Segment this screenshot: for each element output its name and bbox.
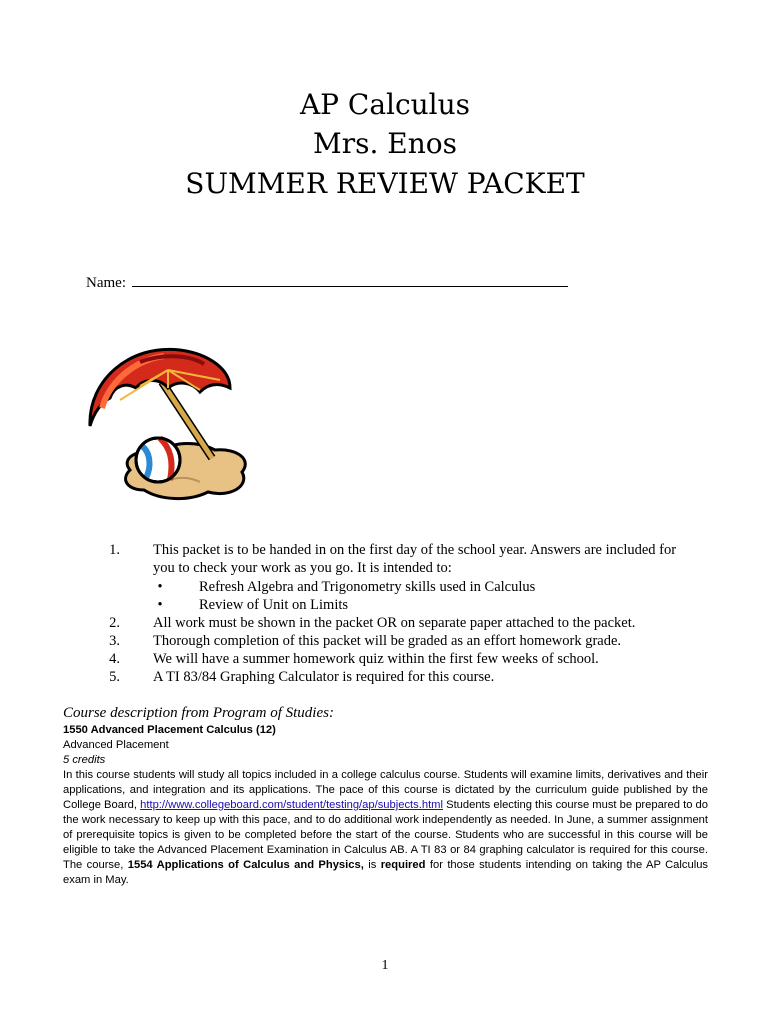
heading-text: Course description from Program of Studies [63, 705, 329, 721]
body-text: Students electing this course must be prepared to do the work necessary to keep up with this pace, and to do additional work independently as needed. In June, a summer assignment of prerequisite topics is given to be completed before the start of the course. Students who are successful in this course will be eligible to take the Advanced Placement Examination in Calculus AB. A TI 83 or 84 graphing calculator is required for this course. The course, [63, 799, 708, 871]
item-number: 5. [109, 669, 120, 685]
beach-umbrella-clipart [80, 330, 260, 510]
course-description [63, 704, 708, 888]
course-title: 1550 Advanced Placement Calculus (12) [63, 724, 276, 736]
required-word: required [380, 859, 426, 871]
item-text: A TI 83/84 Graphing Calculator is required for this course. [153, 669, 495, 685]
title-teacher: Mrs. Enos [313, 127, 457, 160]
name-label: Name: [86, 275, 126, 291]
name-field[interactable] [86, 272, 568, 292]
item-number: 4. [109, 651, 120, 667]
bullet-text: Review of Unit on Limits [199, 597, 349, 613]
course-description-heading [63, 704, 708, 723]
collegeboard-link[interactable]: http://www.collegeboard.com/student/testing/ap/subjects.html [140, 799, 443, 811]
item-number: 3. [109, 633, 120, 649]
bullet-icon: • [157, 597, 163, 613]
course-credits: 5 credits [63, 754, 106, 766]
bullet-text: Refresh Algebra and Trigonometry skills used in Calculus [199, 579, 536, 595]
body-text: In this course students will study all topics included in a college calculus course. Students will examine limits, derivatives and their applications, and integration and its applications. The pace of this course is dictated by the curriculum guide published by the College Board, [63, 769, 708, 811]
item-text: Thorough completion of this packet will be graded as an effort homework grade. [153, 633, 622, 649]
course-body [63, 768, 708, 888]
body-text: is [363, 859, 381, 871]
title-course: AP Calculus [299, 88, 471, 121]
item-text: We will have a summer homework quiz within the first few weeks of school. [153, 651, 599, 667]
heading-colon: : [328, 705, 334, 721]
item-text: This packet is to be handed in on the first day of the school year. Answers are included for [153, 542, 677, 558]
item-text: you to check your work as you go. It is intended to: [153, 560, 452, 576]
title-packet: SUMMER REVIEW PACKET [185, 167, 585, 200]
bullet-icon: • [157, 579, 163, 595]
item-number: 2. [109, 615, 120, 631]
course-level: Advanced Placement [63, 739, 169, 751]
name-blank-line[interactable] [132, 272, 568, 287]
page-number: 1 [381, 958, 389, 973]
body-text: for those students intending on taking the AP Calculus exam in May. [63, 859, 709, 886]
item-number: 1. [109, 542, 120, 558]
required-course-name: 1554 Applications of Calculus and Physics, [127, 859, 364, 871]
item-text: All work must be shown in the packet OR on separate paper attached to the packet. [153, 615, 636, 631]
